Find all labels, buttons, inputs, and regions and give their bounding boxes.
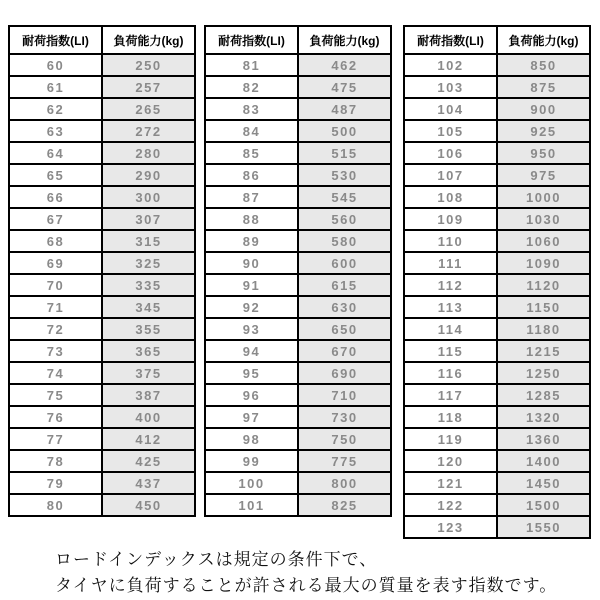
- table-row: [404, 252, 590, 274]
- load-index-cell: 60: [9, 54, 102, 76]
- col-header-load-capacity: 負荷能力(kg): [497, 26, 590, 54]
- load-capacity-cell: 280: [102, 142, 195, 164]
- table-row: [9, 230, 195, 252]
- load-capacity-cell: 1360: [497, 428, 590, 450]
- load-index-cell: 80: [9, 494, 102, 516]
- load-capacity-cell: 475: [298, 76, 391, 98]
- table-row: [205, 296, 391, 318]
- load-capacity-cell: 650: [298, 318, 391, 340]
- load-index-cell: 107: [404, 164, 497, 186]
- load-index-cell: 73: [9, 340, 102, 362]
- load-capacity-cell: 1120: [497, 274, 590, 296]
- load-index-table-81-101: [204, 25, 392, 517]
- load-capacity-cell: 975: [497, 164, 590, 186]
- table-row: [9, 186, 195, 208]
- load-index-cell: 102: [404, 54, 497, 76]
- table-row: [205, 120, 391, 142]
- table-row: [9, 406, 195, 428]
- table-row: [404, 76, 590, 98]
- load-capacity-cell: 850: [497, 54, 590, 76]
- table-row: [9, 340, 195, 362]
- table-row: [404, 142, 590, 164]
- table-row: [9, 494, 195, 516]
- table-row: [205, 494, 391, 516]
- description-line-2: タイヤに負荷することが許される最大の質量を表す指数です。: [55, 576, 558, 595]
- load-capacity-cell: 500: [298, 120, 391, 142]
- load-index-cell: 94: [205, 340, 298, 362]
- table-row: [205, 450, 391, 472]
- table-row: [9, 142, 195, 164]
- load-index-cell: 83: [205, 98, 298, 120]
- load-capacity-cell: 462: [298, 54, 391, 76]
- load-capacity-cell: 875: [497, 76, 590, 98]
- table-row: [205, 98, 391, 120]
- table-row: [205, 318, 391, 340]
- table-row: [404, 362, 590, 384]
- table-row: [205, 428, 391, 450]
- load-index-cell: 112: [404, 274, 497, 296]
- table-row: [205, 406, 391, 428]
- load-index-cell: 114: [404, 318, 497, 340]
- table-row: [9, 274, 195, 296]
- col-header-load-index: 耐荷指数(LI): [404, 26, 497, 54]
- load-capacity-cell: 1450: [497, 472, 590, 494]
- load-capacity-cell: 307: [102, 208, 195, 230]
- table-row: [205, 164, 391, 186]
- load-index-cell: 113: [404, 296, 497, 318]
- table-row: [205, 274, 391, 296]
- load-capacity-cell: 365: [102, 340, 195, 362]
- load-index-cell: 68: [9, 230, 102, 252]
- load-index-cell: 72: [9, 318, 102, 340]
- load-index-cell: 65: [9, 164, 102, 186]
- load-index-cell: 115: [404, 340, 497, 362]
- load-capacity-cell: 412: [102, 428, 195, 450]
- table-row: [404, 230, 590, 252]
- load-index-cell: 74: [9, 362, 102, 384]
- load-index-cell: 62: [9, 98, 102, 120]
- load-index-cell: 110: [404, 230, 497, 252]
- load-index-cell: 101: [205, 494, 298, 516]
- load-index-table: [8, 25, 196, 517]
- table-row: [404, 164, 590, 186]
- table-row: [404, 384, 590, 406]
- load-index-cell: 120: [404, 450, 497, 472]
- load-capacity-cell: 600: [298, 252, 391, 274]
- load-capacity-cell: 690: [298, 362, 391, 384]
- table-row: [205, 472, 391, 494]
- load-index-cell: 67: [9, 208, 102, 230]
- load-index-cell: 116: [404, 362, 497, 384]
- load-capacity-cell: 950: [497, 142, 590, 164]
- load-capacity-cell: 325: [102, 252, 195, 274]
- load-index-cell: 89: [205, 230, 298, 252]
- load-capacity-cell: 355: [102, 318, 195, 340]
- load-index-cell: 105: [404, 120, 497, 142]
- table-row: [9, 296, 195, 318]
- load-index-cell: 79: [9, 472, 102, 494]
- load-capacity-cell: 710: [298, 384, 391, 406]
- load-index-cell: 81: [205, 54, 298, 76]
- load-index-cell: 92: [205, 296, 298, 318]
- load-capacity-cell: 487: [298, 98, 391, 120]
- table-row: [404, 98, 590, 120]
- table-row: [205, 252, 391, 274]
- load-capacity-cell: 250: [102, 54, 195, 76]
- load-capacity-cell: 750: [298, 428, 391, 450]
- load-capacity-cell: 900: [497, 98, 590, 120]
- load-capacity-cell: 425: [102, 450, 195, 472]
- load-capacity-cell: 272: [102, 120, 195, 142]
- load-capacity-cell: 387: [102, 384, 195, 406]
- load-capacity-cell: 1285: [497, 384, 590, 406]
- load-index-cell: 109: [404, 208, 497, 230]
- table-row: [9, 208, 195, 230]
- load-capacity-cell: 1215: [497, 340, 590, 362]
- load-capacity-cell: 315: [102, 230, 195, 252]
- load-capacity-cell: 265: [102, 98, 195, 120]
- load-index-cell: 121: [404, 472, 497, 494]
- load-capacity-cell: 630: [298, 296, 391, 318]
- load-index-cell: 103: [404, 76, 497, 98]
- load-capacity-cell: 730: [298, 406, 391, 428]
- load-index-table-60-80: [8, 25, 196, 517]
- table-row: [205, 54, 391, 76]
- load-capacity-cell: 257: [102, 76, 195, 98]
- load-capacity-cell: 825: [298, 494, 391, 516]
- load-index-cell: 76: [9, 406, 102, 428]
- load-capacity-cell: 1180: [497, 318, 590, 340]
- load-index-cell: 61: [9, 76, 102, 98]
- load-capacity-cell: 670: [298, 340, 391, 362]
- load-index-cell: 95: [205, 362, 298, 384]
- load-index-cell: 70: [9, 274, 102, 296]
- table-header-row: [205, 26, 391, 54]
- table-header-row: [404, 26, 590, 54]
- load-index-cell: 111: [404, 252, 497, 274]
- load-capacity-cell: 615: [298, 274, 391, 296]
- table-row: [9, 362, 195, 384]
- load-index-cell: 71: [9, 296, 102, 318]
- table-row: [404, 428, 590, 450]
- load-index-cell: 88: [205, 208, 298, 230]
- load-capacity-cell: 925: [497, 120, 590, 142]
- table-row: [9, 98, 195, 120]
- table-row: [205, 230, 391, 252]
- table-row: [9, 428, 195, 450]
- load-index-cell: 78: [9, 450, 102, 472]
- table-row: [9, 472, 195, 494]
- load-index-cell: 91: [205, 274, 298, 296]
- load-index-cell: 108: [404, 186, 497, 208]
- load-index-cell: 104: [404, 98, 497, 120]
- table-row: [404, 494, 590, 516]
- table-row: [9, 76, 195, 98]
- load-index-cell: 119: [404, 428, 497, 450]
- table-row: [9, 120, 195, 142]
- load-index-cell: 85: [205, 142, 298, 164]
- load-capacity-cell: 545: [298, 186, 391, 208]
- table-row: [404, 450, 590, 472]
- table-header-row: [9, 26, 195, 54]
- table-row: [9, 318, 195, 340]
- load-capacity-cell: 1250: [497, 362, 590, 384]
- load-index-cell: 122: [404, 494, 497, 516]
- load-index-cell: 69: [9, 252, 102, 274]
- table-row: [404, 186, 590, 208]
- load-capacity-cell: 450: [102, 494, 195, 516]
- table-row: [205, 76, 391, 98]
- load-capacity-cell: 335: [102, 274, 195, 296]
- table-row: [9, 54, 195, 76]
- load-capacity-cell: 1030: [497, 208, 590, 230]
- description-line-1: ロードインデックスは規定の条件下で、: [55, 550, 378, 569]
- load-index-table: [204, 25, 392, 517]
- load-capacity-cell: 290: [102, 164, 195, 186]
- load-index-cell: 82: [205, 76, 298, 98]
- load-capacity-cell: 580: [298, 230, 391, 252]
- load-index-cell: 66: [9, 186, 102, 208]
- load-index-cell: 97: [205, 406, 298, 428]
- load-capacity-cell: 1060: [497, 230, 590, 252]
- load-index-cell: 93: [205, 318, 298, 340]
- table-row: [9, 164, 195, 186]
- load-capacity-cell: 1400: [497, 450, 590, 472]
- load-capacity-cell: 560: [298, 208, 391, 230]
- load-capacity-cell: 1150: [497, 296, 590, 318]
- load-index-cell: 77: [9, 428, 102, 450]
- table-row: [9, 450, 195, 472]
- table-row: [404, 406, 590, 428]
- table-row: [404, 516, 590, 538]
- table-row: [404, 54, 590, 76]
- table-row: [205, 142, 391, 164]
- load-capacity-cell: 1000: [497, 186, 590, 208]
- load-capacity-cell: 775: [298, 450, 391, 472]
- load-capacity-cell: 300: [102, 186, 195, 208]
- table-row: [404, 472, 590, 494]
- load-capacity-cell: 437: [102, 472, 195, 494]
- table-row: [404, 274, 590, 296]
- load-capacity-cell: 515: [298, 142, 391, 164]
- table-row: [404, 296, 590, 318]
- load-index-cell: 123: [404, 516, 497, 538]
- table-row: [205, 362, 391, 384]
- load-index-cell: 75: [9, 384, 102, 406]
- load-index-cell: 118: [404, 406, 497, 428]
- table-row: [205, 340, 391, 362]
- load-index-cell: 86: [205, 164, 298, 186]
- table-row: [9, 384, 195, 406]
- col-header-load-capacity: 負荷能力(kg): [298, 26, 391, 54]
- load-index-table-102-123: [403, 25, 591, 539]
- load-index-cell: 63: [9, 120, 102, 142]
- load-capacity-cell: 530: [298, 164, 391, 186]
- col-header-load-capacity: 負荷能力(kg): [102, 26, 195, 54]
- load-index-cell: 64: [9, 142, 102, 164]
- load-capacity-cell: 1500: [497, 494, 590, 516]
- table-row: [205, 384, 391, 406]
- table-row: [404, 120, 590, 142]
- load-index-cell: 96: [205, 384, 298, 406]
- load-index-description: [55, 547, 557, 599]
- load-index-cell: 98: [205, 428, 298, 450]
- load-capacity-cell: 345: [102, 296, 195, 318]
- load-index-cell: 90: [205, 252, 298, 274]
- load-index-cell: 84: [205, 120, 298, 142]
- table-row: [205, 186, 391, 208]
- load-capacity-cell: 1550: [497, 516, 590, 538]
- load-index-cell: 87: [205, 186, 298, 208]
- load-capacity-cell: 800: [298, 472, 391, 494]
- load-capacity-cell: 1320: [497, 406, 590, 428]
- table-row: [404, 318, 590, 340]
- load-index-cell: 99: [205, 450, 298, 472]
- load-index-cell: 117: [404, 384, 497, 406]
- table-row: [9, 252, 195, 274]
- col-header-load-index: 耐荷指数(LI): [205, 26, 298, 54]
- load-index-cell: 106: [404, 142, 497, 164]
- load-capacity-cell: 1090: [497, 252, 590, 274]
- col-header-load-index: 耐荷指数(LI): [9, 26, 102, 54]
- table-row: [205, 208, 391, 230]
- load-capacity-cell: 400: [102, 406, 195, 428]
- table-row: [404, 208, 590, 230]
- load-capacity-cell: 375: [102, 362, 195, 384]
- table-row: [404, 340, 590, 362]
- load-index-table: [403, 25, 591, 539]
- load-index-cell: 100: [205, 472, 298, 494]
